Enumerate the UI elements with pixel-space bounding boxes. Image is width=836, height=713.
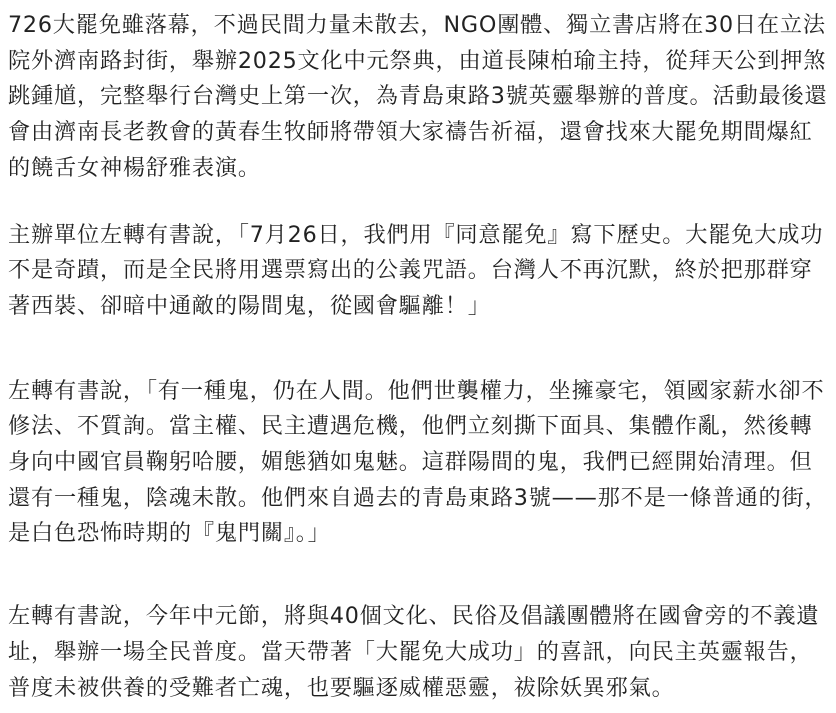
paragraph-intro: 726大罷免雖落幕，不過民間力量未散去，NGO團體、獨立書店將在30日在立法院外濟南路封街，舉辦2025文化中元祭典，由道長陳柏瑜主持，從拜天公到押煞跳鍾馗，完整舉行台灣史上第一次，為青島東路3號英靈舉辦的普度。活動最後還會由濟南長老教會的黃春生牧師將帶領大家禱告祈福，還會找來大罷免期間爆紅的饒舌女神楊舒雅表演。 [8,12,828,181]
paragraph-quote-recall: 主辦單位左轉有書說，「7月26日，我們用『同意罷免』寫下歷史。大罷免大成功不是奇蹟，而是全民將用選票寫出的公義咒語。台灣人不再沉默，終於把那群穿著西裝、卻暗中通敵的陽間鬼，從國會驅離！」 [8,221,824,319]
article-body [8,8,828,706]
paragraph-quote-ghosts: 左轉有書說，「有一種鬼，仍在人間。他們世襲權力，坐擁豪宅，領國家薪水卻不修法、不質詢。當主權、民主遭遇危機，他們立刻撕下面具、集體作亂，然後轉身向中國官員鞠躬哈腰，媚態猶如鬼魅。這群陽間的鬼，我們已經開始清理。但還有一種鬼，陰魂未散。他們來自過去的青島東路3號——那不是一條普通的街，是白色恐怖時期的『鬼門關』。」 [8,377,828,547]
paragraph-spacer [8,325,828,374]
paragraph-spacer [8,552,828,599]
paragraph-spacer [8,187,828,218]
paragraph-ghost-festival: 左轉有書說，今年中元節，將與40個文化、民俗及倡議團體將在國會旁的不義遺址，舉辦一場全民普度。當天帶著「大罷免大成功」的喜訊，向民主英靈報告，普度未被供養的受難者亡魂，也要驅逐威權惡靈，祓除妖異邪氣。 [8,603,820,701]
